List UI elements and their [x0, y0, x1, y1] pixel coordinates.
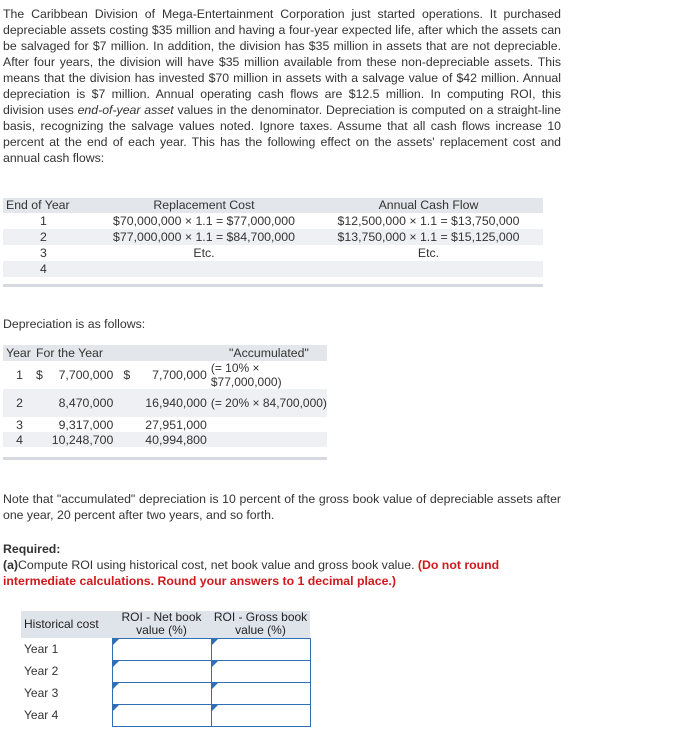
year-label: Year 2 — [24, 664, 59, 678]
required-heading: Required: — [3, 542, 61, 556]
currency-cell — [117, 389, 137, 417]
cash-flow-cell — [314, 261, 543, 277]
accumulated-note-paragraph: Note that "accumulated" depreciation is 10 percent of the gross book value of depreciable assets after one year, 20 percent after two years, and so forth. — [3, 492, 561, 522]
year-label: Year 3 — [24, 686, 59, 700]
table-row — [21, 638, 310, 660]
col-for-the-year: For the Year — [36, 345, 117, 361]
table-bottom-rule — [3, 277, 543, 286]
col-replacement-cost: Replacement Cost — [94, 198, 314, 213]
rounding-warning: (Do not round intermediate calculations. Round your answers to 1 decimal place.) — [3, 558, 500, 588]
roi-net-year-3-cell[interactable] — [112, 682, 211, 704]
table-row — [3, 361, 327, 389]
roi-gross-year-4-input[interactable] — [212, 706, 310, 724]
cash-flow-cell: $12,500,000 × 1.1 = $13,750,000 — [337, 214, 520, 228]
roi-gross-year-1-cell[interactable] — [211, 638, 310, 660]
for-year-cell: 10,248,700 — [48, 432, 117, 447]
input-marker-icon — [212, 705, 218, 711]
roi-gross-year-1-input[interactable] — [212, 640, 310, 658]
accumulated-cell: 27,951,000 — [145, 417, 207, 432]
table-header-row — [3, 198, 543, 213]
year-cell: 2 — [3, 389, 36, 417]
currency-cell — [36, 432, 48, 447]
col-annual-cash-flow: Annual Cash Flow — [314, 198, 543, 213]
accumulated-cell: 40,994,800 — [137, 432, 211, 447]
year-label: Year 4 — [24, 708, 59, 722]
year-cell: 3 — [40, 246, 47, 260]
replacement-cost-table — [3, 198, 543, 287]
roi-net-year-1-input[interactable] — [113, 640, 211, 658]
input-marker-icon — [212, 661, 218, 667]
col-year: Year — [3, 345, 36, 361]
table-row — [3, 389, 327, 417]
col-end-of-year: End of Year — [3, 198, 94, 213]
part-marker: (a) — [3, 558, 19, 572]
table-header-row — [3, 345, 327, 361]
replacement-cost-cell: Etc. — [193, 246, 215, 260]
input-marker-icon — [212, 683, 218, 689]
table-row — [21, 682, 310, 704]
intro-paragraph — [3, 6, 561, 166]
cash-flow-cell: Etc. — [417, 246, 440, 260]
for-year-cell: 7,700,000 — [58, 368, 114, 382]
roi-net-year-2-input[interactable] — [113, 662, 211, 680]
year-cell: 1 — [16, 368, 23, 382]
year-cell: 1 — [40, 214, 47, 228]
col-historical-cost: Historical cost — [21, 611, 112, 638]
roi-gross-year-3-input[interactable] — [212, 684, 310, 702]
input-marker-icon — [113, 705, 119, 711]
table-header-row — [21, 611, 310, 638]
intro-emphasis: end-of-year asset — [77, 103, 174, 117]
for-year-cell: 9,317,000 — [58, 417, 114, 432]
depreciation-table — [3, 345, 327, 460]
table-row — [21, 704, 310, 726]
roi-net-year-2-cell[interactable] — [112, 660, 211, 682]
accumulated-cell: 16,940,000 — [137, 389, 211, 417]
table-row — [3, 213, 543, 229]
col-accumulated: "Accumulated" — [211, 345, 327, 361]
roi-net-year-4-cell[interactable] — [112, 704, 211, 726]
roi-net-year-1-cell[interactable] — [112, 638, 211, 660]
currency-cell — [117, 432, 137, 447]
replacement-cost-cell — [94, 261, 314, 277]
roi-gross-year-2-cell[interactable] — [211, 660, 310, 682]
replacement-cost-cell: $70,000,000 × 1.1 = $77,000,000 — [113, 214, 295, 228]
input-marker-icon — [113, 661, 119, 667]
accumulated-note: (= 20% × 84,700,000) — [211, 389, 327, 417]
required-instructions — [3, 557, 563, 589]
table-row — [3, 229, 543, 245]
roi-net-year-4-input[interactable] — [113, 706, 211, 724]
table-row — [21, 660, 310, 682]
year-cell: 3 — [16, 417, 23, 432]
currency-cell — [117, 417, 137, 432]
roi-net-year-3-input[interactable] — [113, 684, 211, 702]
accumulated-note: (= 10% × $77,000,000) — [210, 361, 282, 389]
currency-cell: $ — [123, 368, 131, 382]
required-text: Compute ROI using historical cost, net book value and gross book value. — [18, 558, 415, 572]
depreciation-label: Depreciation is as follows: — [3, 317, 146, 331]
currency-cell — [36, 389, 48, 417]
table-row — [3, 432, 327, 447]
input-marker-icon — [212, 639, 218, 645]
table-bottom-rule — [3, 447, 327, 459]
answer-table — [21, 611, 311, 727]
roi-gross-year-3-cell[interactable] — [211, 682, 310, 704]
accumulated-note — [211, 432, 327, 447]
table-row — [3, 261, 543, 277]
year-cell: 4 — [3, 261, 94, 277]
col-spacer — [117, 345, 211, 361]
replacement-cost-cell: $77,000,000 × 1.1 = $84,700,000 — [94, 229, 314, 245]
intro-text-1: The Caribbean Division of Mega-Entertainment Corporation just started operations. It purchased depreciable assets costing $35 million and having a four-year expected life, after which the assets can be salvaged for $7 million. In addition, the division has $35 million in assets that are not depreciable. After four years, the division will have $35 million available from these non-depreciable assets. This means that the division has invested $70 million in assets with a salvage value of $42 million. Annual depreciation is $7 million. Annual operating cash flows are $12.5 million. In computing ROI, this division uses — [3, 7, 561, 117]
roi-gross-year-2-input[interactable] — [212, 662, 310, 680]
col-roi-gross-book-value: ROI - Gross book value (%) — [211, 611, 310, 638]
intro-text-2: values in the denominator. Depreciation is computed on a straight-line basis, recognizing the salvage values noted. Ignore taxes. Assume that all cash flows increase 10 percent at the end of each year. This has the following effect on the assets' replacement cost and annual cash flows: — [3, 103, 561, 165]
col-roi-net-book-value: ROI - Net book value (%) — [112, 611, 211, 638]
year-cell: 2 — [3, 229, 94, 245]
currency-cell — [36, 417, 48, 432]
table-row — [3, 245, 543, 261]
roi-gross-year-4-cell[interactable] — [211, 704, 310, 726]
input-marker-icon — [113, 683, 119, 689]
accumulated-note — [211, 417, 327, 432]
currency-cell: $ — [36, 368, 43, 382]
for-year-cell: 8,470,000 — [48, 389, 117, 417]
cash-flow-cell: $13,750,000 × 1.1 = $15,125,000 — [314, 229, 543, 245]
year-cell: 4 — [3, 432, 36, 447]
accumulated-cell: 7,700,000 — [152, 368, 207, 382]
table-row — [3, 417, 327, 432]
input-marker-icon — [113, 639, 119, 645]
year-label: Year 1 — [24, 642, 59, 656]
